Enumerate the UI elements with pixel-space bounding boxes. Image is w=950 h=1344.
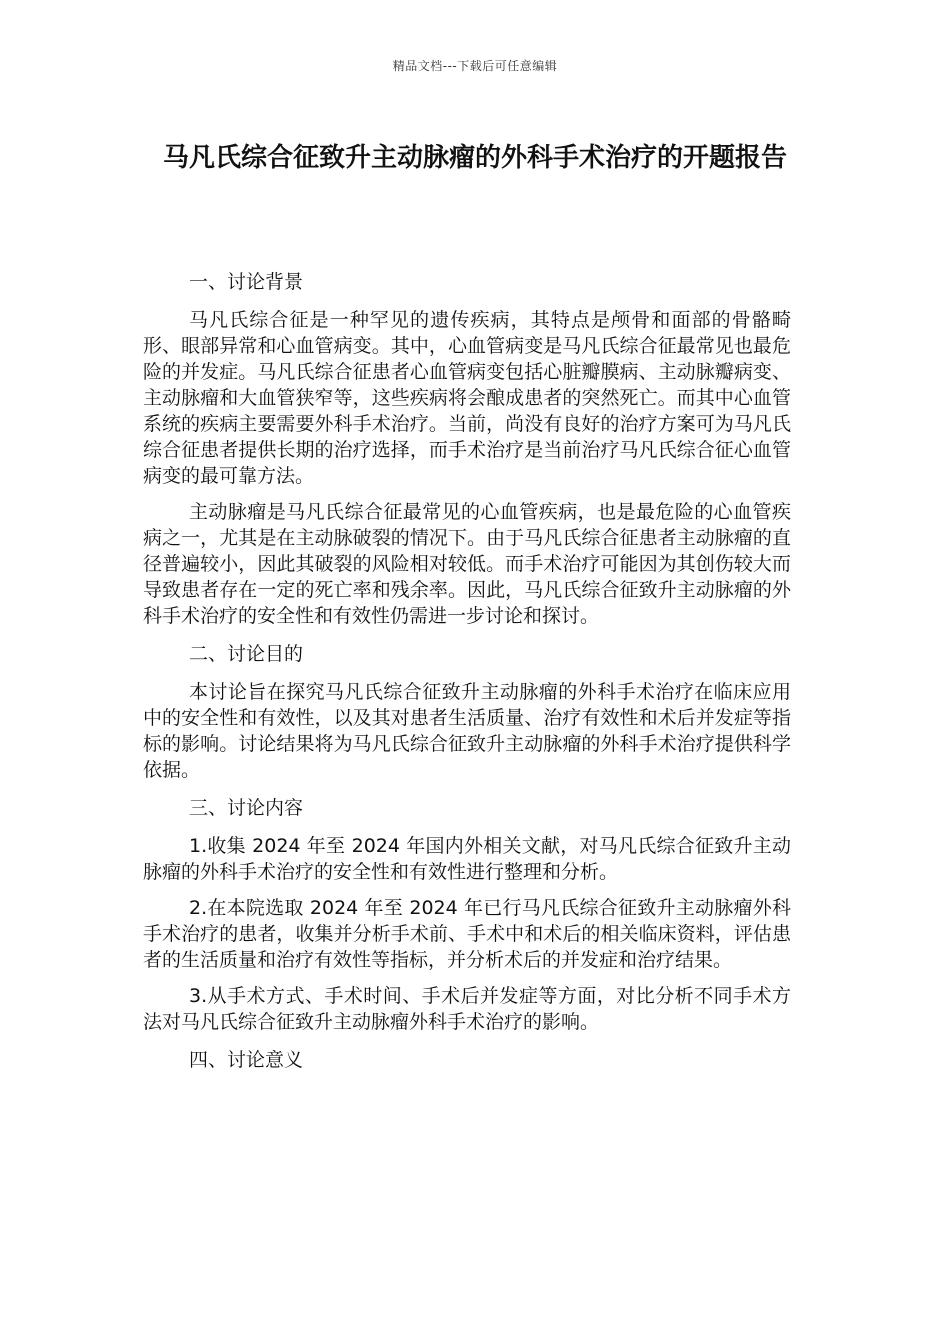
document-title: 马凡氏综合征致升主动脉瘤的外科手术治疗的开题报告 (162, 143, 787, 173)
paragraph: 本讨论旨在探究马凡氏综合征致升主动脉瘤的外科手术治疗在临床应用中的安全性和有效性，以及其对患者生活质量、治疗有效性和术后并发症等指标的影响。讨论结果将为马凡氏综合征致升主动脉瘤的外科手术治疗提供科学依据。 (143, 681, 791, 781)
section-heading-background: 一、讨论背景 (189, 271, 304, 293)
paragraph: 马凡氏综合征是一种罕见的遗传疾病，其特点是颅骨和面部的骨骼畸形、眼部异常和心血管病变。其中，心血管病变是马凡氏综合征最常见也最危险的并发症。马凡氏综合征患者心血管病变包括心脏瓣膜病、主动脉瓣病变、主动脉瘤和大血管狭窄等，这些疾病将会酿成患者的突然死亡。而其中心血管系统的疾病主要需要外科手术治疗。当前，尚没有良好的治疗方案可为马凡氏综合征患者提供长期的治疗选择，而手术治疗是当前治疗马凡氏综合征心血管病变的最可靠方法。 (143, 309, 791, 487)
header-note: 精品文档---下载后可任意编辑 (392, 59, 558, 73)
section-heading-significance: 四、讨论意义 (189, 1049, 304, 1071)
section-heading-content: 三、讨论内容 (189, 797, 304, 819)
document-body (143, 267, 791, 1085)
list-item: 1.收集 2024 年至 2024 年国内外相关文献，对马凡氏综合征致升主动脉瘤的外科手术治疗的安全性和有效性进行整理和分析。 (143, 835, 791, 883)
list-item: 3.从手术方式、手术时间、手术后并发症等方面，对比分析不同手术方法对马凡氏综合征致升主动脉瘤外科手术治疗的影响。 (143, 985, 791, 1033)
paragraph: 主动脉瘤是马凡氏综合征最常见的心血管疾病，也是最危险的心血管疾病之一，尤其是在主动脉破裂的情况下。由于马凡氏综合征患者主动脉瘤的直径普遍较小，因此其破裂的风险相对较低。而手术治疗可能因为其创伤较大而导致患者存在一定的死亡率和残余率。因此，马凡氏综合征致升主动脉瘤的外科手术治疗的安全性和有效性仍需进一步讨论和探讨。 (143, 501, 791, 627)
section-heading-purpose: 二、讨论目的 (189, 643, 304, 665)
list-item: 2.在本院选取 2024 年至 2024 年已行马凡氏综合征致升主动脉瘤外科手术治疗的患者，收集并分析手术前、手术中和术后的相关临床资料，评估患者的生活质量和治疗有效性等指标，并分析术后的并发症和治疗结果。 (143, 897, 791, 971)
